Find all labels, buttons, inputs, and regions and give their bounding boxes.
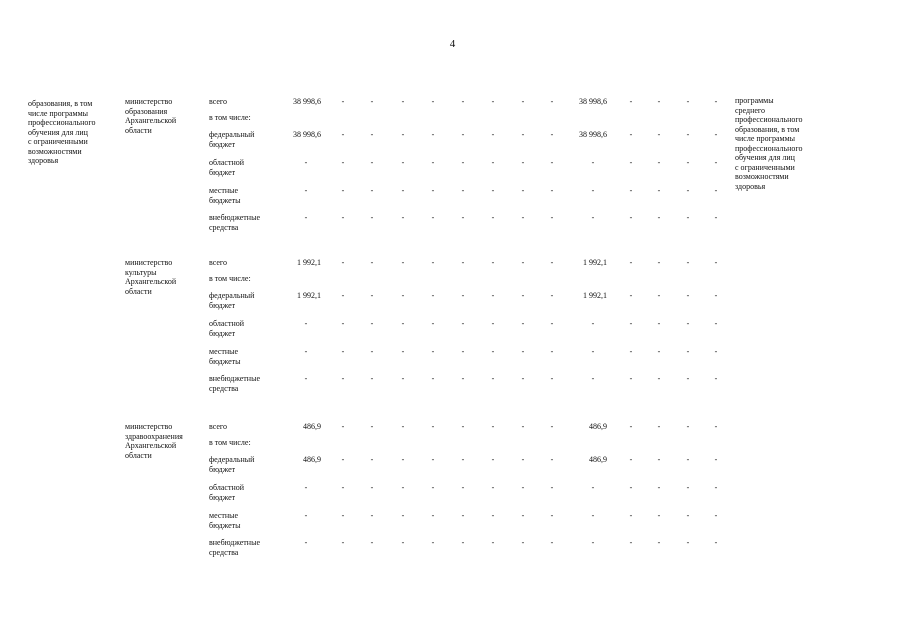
dash-cell: - — [341, 538, 345, 547]
dash-cell: - — [629, 97, 633, 106]
dash-cell: - — [431, 291, 435, 300]
executor-name: Архангельской — [125, 277, 177, 286]
dash-cell: - — [401, 319, 405, 328]
dash-cell: - — [657, 319, 661, 328]
row-label-total: всего — [209, 422, 228, 431]
dash-cell: - — [591, 483, 595, 492]
dash-cell: - — [629, 374, 633, 383]
dash-cell: - — [657, 158, 661, 167]
dash-cell: - — [370, 483, 374, 492]
executor-name: министерство — [125, 97, 173, 106]
purpose-description-left: числе программы — [28, 108, 89, 118]
dash-cell: - — [341, 291, 345, 300]
dash-cell: - — [431, 538, 435, 547]
amount-cell: 486,9 — [589, 422, 607, 431]
dash-cell: - — [491, 186, 495, 195]
dash-cell: - — [657, 511, 661, 520]
purpose-description-left: здоровья — [28, 156, 59, 165]
dash-cell: - — [401, 213, 405, 222]
dash-cell: - — [370, 158, 374, 167]
amount-cell: 38 998,6 — [579, 97, 607, 106]
dash-cell: - — [401, 422, 405, 431]
dash-cell: - — [629, 455, 633, 464]
dash-cell: - — [714, 483, 718, 492]
dash-cell: - — [370, 511, 374, 520]
amount-cell: 1 992,1 — [297, 258, 321, 267]
row-label-extra: внебюджетные — [209, 374, 260, 383]
dash-cell: - — [714, 130, 718, 139]
amount-cell: 38 998,6 — [579, 130, 607, 139]
dash-cell: - — [657, 455, 661, 464]
dash-cell: - — [491, 422, 495, 431]
dash-cell: - — [431, 258, 435, 267]
dash-cell: - — [461, 538, 465, 547]
dash-cell: - — [550, 483, 554, 492]
dash-cell: - — [401, 538, 405, 547]
dash-cell: - — [521, 455, 525, 464]
dash-cell: - — [401, 347, 405, 356]
dash-cell: - — [304, 213, 308, 222]
row-label-local: местные — [209, 186, 239, 195]
dash-cell: - — [491, 511, 495, 520]
dash-cell: - — [341, 374, 345, 383]
dash-cell: - — [491, 538, 495, 547]
dash-cell: - — [370, 130, 374, 139]
dash-cell: - — [686, 483, 690, 492]
dash-cell: - — [431, 483, 435, 492]
dash-cell: - — [521, 511, 525, 520]
executor-name: министерство — [125, 258, 173, 267]
dash-cell: - — [521, 291, 525, 300]
dash-cell: - — [686, 186, 690, 195]
dash-cell: - — [370, 455, 374, 464]
dash-cell: - — [714, 258, 718, 267]
executor-name: области — [125, 286, 152, 296]
dash-cell: - — [431, 213, 435, 222]
dash-cell: - — [657, 213, 661, 222]
row-label-including: в том числе: — [209, 113, 251, 122]
dash-cell: - — [491, 213, 495, 222]
dash-cell: - — [491, 483, 495, 492]
dash-cell: - — [491, 291, 495, 300]
purpose-description-right: образования, в том — [735, 124, 800, 134]
dash-cell: - — [401, 158, 405, 167]
dash-cell: - — [401, 511, 405, 520]
dash-cell: - — [431, 455, 435, 464]
dash-cell: - — [591, 511, 595, 520]
dash-cell: - — [714, 455, 718, 464]
dash-cell: - — [521, 319, 525, 328]
purpose-description-left: возможностями — [28, 146, 82, 156]
dash-cell: - — [370, 213, 374, 222]
dash-cell: - — [714, 347, 718, 356]
dash-cell: - — [550, 258, 554, 267]
dash-cell: - — [370, 538, 374, 547]
executor-name: здравоохранения — [125, 431, 183, 441]
dash-cell: - — [461, 347, 465, 356]
dash-cell: - — [461, 511, 465, 520]
dash-cell: - — [686, 347, 690, 356]
dash-cell: - — [461, 158, 465, 167]
dash-cell: - — [686, 374, 690, 383]
row-label-local: бюджеты — [209, 195, 241, 205]
dash-cell: - — [629, 319, 633, 328]
dash-cell: - — [491, 130, 495, 139]
row-label-extra: средства — [209, 222, 239, 232]
row-label-local: бюджеты — [209, 520, 241, 530]
dash-cell: - — [491, 455, 495, 464]
amount-cell: 38 998,6 — [293, 130, 321, 139]
dash-cell: - — [686, 258, 690, 267]
dash-cell: - — [714, 158, 718, 167]
dash-cell: - — [657, 422, 661, 431]
dash-cell: - — [550, 130, 554, 139]
dash-cell: - — [431, 374, 435, 383]
dash-cell: - — [341, 97, 345, 106]
dash-cell: - — [714, 511, 718, 520]
dash-cell: - — [370, 291, 374, 300]
dash-cell: - — [629, 483, 633, 492]
row-label-including: в том числе: — [209, 274, 251, 283]
dash-cell: - — [550, 319, 554, 328]
dash-cell: - — [341, 455, 345, 464]
dash-cell: - — [686, 97, 690, 106]
row-label-total: всего — [209, 97, 228, 106]
dash-cell: - — [431, 319, 435, 328]
dash-cell: - — [491, 97, 495, 106]
dash-cell: - — [401, 483, 405, 492]
row-label-local: бюджеты — [209, 356, 241, 366]
dash-cell: - — [491, 258, 495, 267]
row-label-federal: бюджет — [209, 464, 236, 474]
dash-cell: - — [341, 258, 345, 267]
dash-cell: - — [657, 130, 661, 139]
dash-cell: - — [304, 538, 308, 547]
dash-cell: - — [521, 186, 525, 195]
dash-cell: - — [341, 158, 345, 167]
purpose-description-left: образования, в том — [28, 99, 93, 108]
dash-cell: - — [401, 130, 405, 139]
dash-cell: - — [591, 538, 595, 547]
dash-cell: - — [370, 347, 374, 356]
dash-cell: - — [686, 319, 690, 328]
row-label-extra: средства — [209, 383, 239, 393]
dash-cell: - — [657, 483, 661, 492]
dash-cell: - — [657, 374, 661, 383]
amount-cell: 486,9 — [303, 455, 321, 464]
row-label-local: местные — [209, 511, 239, 520]
dash-cell: - — [591, 374, 595, 383]
row-label-total: всего — [209, 258, 228, 267]
row-label-local: местные — [209, 347, 239, 356]
purpose-description-left: с ограниченными — [28, 137, 88, 146]
dash-cell: - — [714, 291, 718, 300]
dash-cell: - — [714, 319, 718, 328]
dash-cell: - — [686, 291, 690, 300]
dash-cell: - — [686, 213, 690, 222]
dash-cell: - — [461, 258, 465, 267]
dash-cell: - — [550, 97, 554, 106]
dash-cell: - — [550, 158, 554, 167]
dash-cell: - — [629, 186, 633, 195]
dash-cell: - — [341, 511, 345, 520]
row-label-regional: бюджет — [209, 492, 236, 502]
dash-cell: - — [401, 186, 405, 195]
dash-cell: - — [714, 374, 718, 383]
dash-cell: - — [401, 455, 405, 464]
executor-name: области — [125, 125, 152, 135]
dash-cell: - — [341, 422, 345, 431]
dash-cell: - — [550, 374, 554, 383]
amount-cell: 1 992,1 — [297, 291, 321, 300]
dash-cell: - — [686, 422, 690, 431]
dash-cell: - — [431, 186, 435, 195]
purpose-description-right: среднего — [735, 105, 765, 115]
dash-cell: - — [461, 319, 465, 328]
dash-cell: - — [461, 422, 465, 431]
dash-cell: - — [461, 186, 465, 195]
dash-cell: - — [431, 511, 435, 520]
dash-cell: - — [550, 186, 554, 195]
row-label-federal: федеральный — [209, 455, 255, 464]
executor-name: образования — [125, 106, 168, 116]
dash-cell: - — [341, 319, 345, 328]
dash-cell: - — [629, 422, 633, 431]
dash-cell: - — [461, 291, 465, 300]
dash-cell: - — [304, 319, 308, 328]
dash-cell: - — [431, 158, 435, 167]
row-label-extra: внебюджетные — [209, 213, 260, 222]
dash-cell: - — [686, 130, 690, 139]
dash-cell: - — [341, 213, 345, 222]
purpose-description-right: числе программы — [735, 134, 796, 143]
row-label-federal: бюджет — [209, 300, 236, 310]
dash-cell: - — [370, 319, 374, 328]
dash-cell: - — [521, 538, 525, 547]
purpose-description-left: обучения для лиц — [28, 127, 88, 137]
row-label-including: в том числе: — [209, 438, 251, 447]
row-label-regional: бюджет — [209, 167, 236, 177]
purpose-description-right: с ограниченными — [735, 162, 795, 172]
purpose-description-right: профессионального — [735, 143, 803, 153]
dash-cell: - — [686, 538, 690, 547]
dash-cell: - — [370, 422, 374, 431]
dash-cell: - — [401, 374, 405, 383]
dash-cell: - — [550, 291, 554, 300]
dash-cell: - — [341, 483, 345, 492]
dash-cell: - — [591, 213, 595, 222]
purpose-description-right: профессионального — [735, 115, 803, 124]
dash-cell: - — [629, 511, 633, 520]
dash-cell: - — [629, 347, 633, 356]
page-number: 4 — [449, 38, 456, 50]
dash-cell: - — [591, 158, 595, 167]
dash-cell: - — [550, 422, 554, 431]
dash-cell: - — [657, 347, 661, 356]
dash-cell: - — [401, 97, 405, 106]
executor-name: культуры — [125, 267, 157, 277]
dash-cell: - — [461, 130, 465, 139]
dash-cell: - — [370, 186, 374, 195]
dash-cell: - — [370, 258, 374, 267]
dash-cell: - — [521, 374, 525, 383]
dash-cell: - — [491, 319, 495, 328]
dash-cell: - — [686, 158, 690, 167]
executor-name: области — [125, 450, 152, 460]
dash-cell: - — [431, 97, 435, 106]
dash-cell: - — [550, 511, 554, 520]
dash-cell: - — [657, 97, 661, 106]
dash-cell: - — [629, 538, 633, 547]
dash-cell: - — [521, 97, 525, 106]
dash-cell: - — [714, 213, 718, 222]
dash-cell: - — [714, 97, 718, 106]
row-label-federal: федеральный — [209, 130, 255, 139]
dash-cell: - — [657, 186, 661, 195]
dash-cell: - — [714, 538, 718, 547]
dash-cell: - — [629, 213, 633, 222]
executor-name: министерство — [125, 422, 173, 431]
dash-cell: - — [686, 511, 690, 520]
dash-cell: - — [521, 347, 525, 356]
dash-cell: - — [401, 258, 405, 267]
dash-cell: - — [461, 483, 465, 492]
row-label-regional: областной — [209, 158, 245, 167]
dash-cell: - — [657, 291, 661, 300]
row-label-extra: внебюджетные — [209, 538, 260, 547]
row-label-extra: средства — [209, 547, 239, 557]
amount-cell: 1 992,1 — [583, 258, 607, 267]
dash-cell: - — [714, 186, 718, 195]
dash-cell: - — [591, 186, 595, 195]
dash-cell: - — [304, 347, 308, 356]
dash-cell: - — [461, 213, 465, 222]
dash-cell: - — [461, 455, 465, 464]
dash-cell: - — [341, 130, 345, 139]
amount-cell: 38 998,6 — [293, 97, 321, 106]
dash-cell: - — [521, 483, 525, 492]
dash-cell: - — [304, 483, 308, 492]
purpose-description-right: программы — [735, 96, 774, 105]
purpose-description-left: профессионального — [28, 118, 96, 127]
dash-cell: - — [431, 130, 435, 139]
dash-cell: - — [657, 258, 661, 267]
executor-name: Архангельской — [125, 116, 177, 125]
dash-cell: - — [521, 422, 525, 431]
dash-cell: - — [370, 97, 374, 106]
executor-name: Архангельской — [125, 441, 177, 450]
dash-cell: - — [521, 213, 525, 222]
dash-cell: - — [550, 347, 554, 356]
purpose-description-right: возможностями — [735, 172, 789, 181]
dash-cell: - — [341, 186, 345, 195]
amount-cell: 486,9 — [303, 422, 321, 431]
row-label-federal: федеральный — [209, 291, 255, 300]
dash-cell: - — [304, 186, 308, 195]
amount-cell: 1 992,1 — [583, 291, 607, 300]
dash-cell: - — [304, 374, 308, 383]
dash-cell: - — [629, 291, 633, 300]
dash-cell: - — [686, 455, 690, 464]
purpose-description-right: здоровья — [735, 181, 766, 191]
dash-cell: - — [491, 374, 495, 383]
dash-cell: - — [491, 347, 495, 356]
row-label-regional: областной — [209, 319, 245, 328]
dash-cell: - — [521, 158, 525, 167]
dash-cell: - — [550, 213, 554, 222]
row-label-regional: областной — [209, 483, 245, 492]
dash-cell: - — [521, 130, 525, 139]
dash-cell: - — [657, 538, 661, 547]
dash-cell: - — [591, 319, 595, 328]
dash-cell: - — [304, 511, 308, 520]
dash-cell: - — [370, 374, 374, 383]
purpose-description-right: обучения для лиц — [735, 153, 795, 162]
dash-cell: - — [550, 538, 554, 547]
dash-cell: - — [521, 258, 525, 267]
dash-cell: - — [304, 158, 308, 167]
dash-cell: - — [491, 158, 495, 167]
dash-cell: - — [461, 374, 465, 383]
dash-cell: - — [629, 258, 633, 267]
row-label-federal: бюджет — [209, 139, 236, 149]
dash-cell: - — [550, 455, 554, 464]
dash-cell: - — [461, 97, 465, 106]
dash-cell: - — [341, 347, 345, 356]
dash-cell: - — [714, 422, 718, 431]
dash-cell: - — [431, 347, 435, 356]
amount-cell: 486,9 — [589, 455, 607, 464]
dash-cell: - — [629, 158, 633, 167]
dash-cell: - — [401, 291, 405, 300]
dash-cell: - — [591, 347, 595, 356]
dash-cell: - — [431, 422, 435, 431]
row-label-regional: бюджет — [209, 328, 236, 338]
dash-cell: - — [629, 130, 633, 139]
